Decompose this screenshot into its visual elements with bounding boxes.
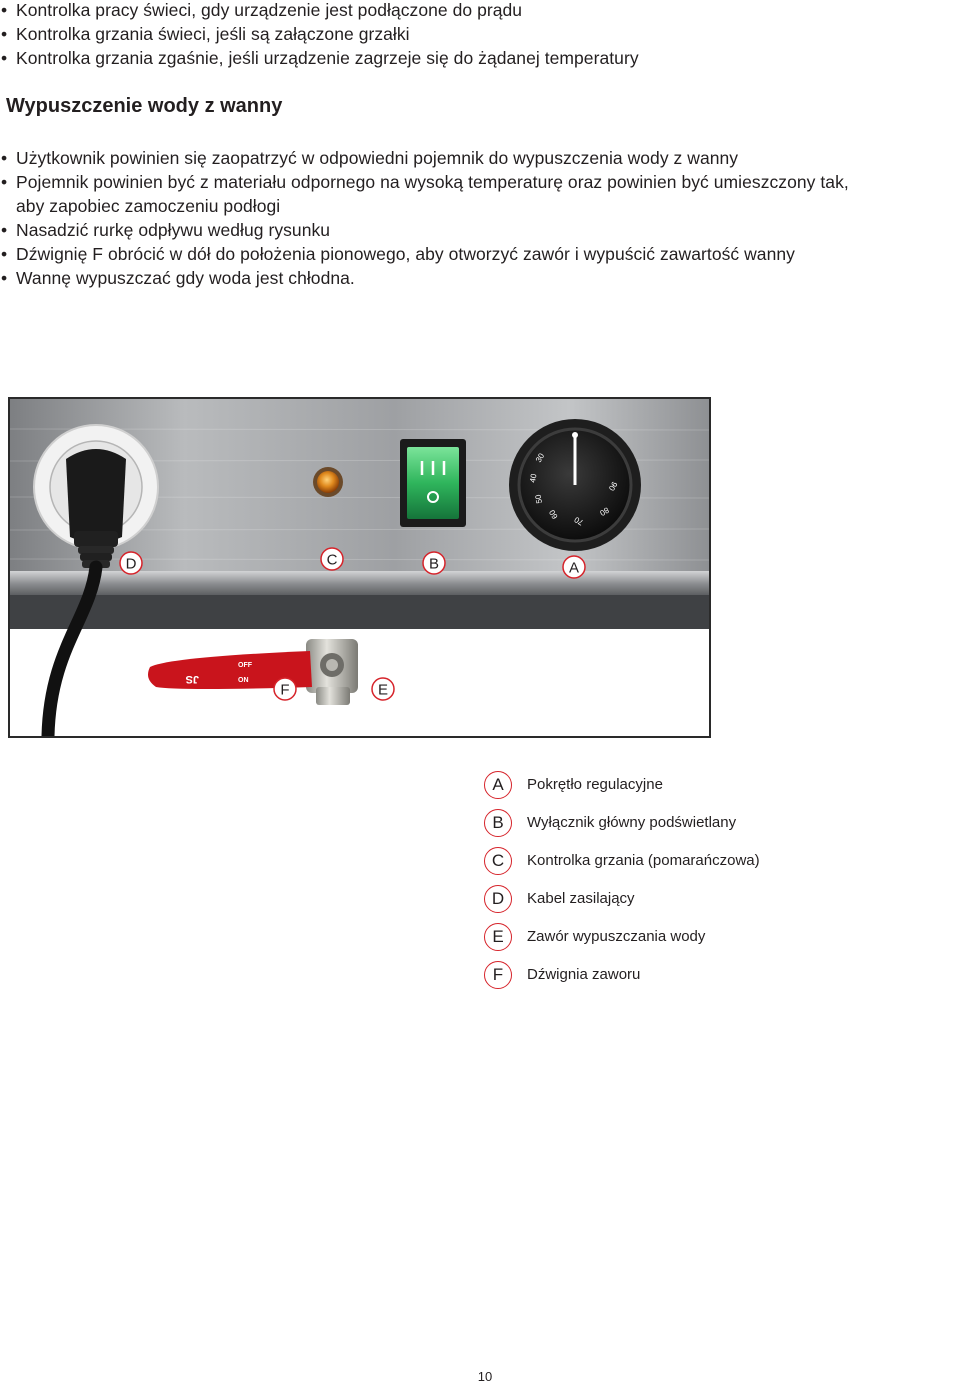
- section-heading: Wypuszczenie wody z wanny: [6, 95, 283, 117]
- callout-a: [563, 556, 585, 578]
- valve-label-on: ON: [238, 677, 249, 684]
- legend-row-d: [484, 885, 804, 915]
- dial-scale-label: 60: [547, 508, 560, 521]
- svg-text:D: D: [125, 555, 137, 573]
- svg-text:B: B: [428, 555, 440, 573]
- dial-scale-label: 50: [533, 493, 544, 505]
- bullet-item: • Kontrolka pracy świeci, gdy urządzenie jest podłączone do prądu: [0, 0, 639, 22]
- callout-f: [274, 678, 296, 700]
- bullet-item-wrapped: [0, 170, 866, 218]
- legend-row-c: [484, 847, 804, 877]
- legend-text: Kontrolka grzania (pomarańczowa): [527, 852, 760, 869]
- control-panel-photo: [8, 397, 711, 738]
- bullet-item: • Dźwignię F obrócić w dół do położenia pionowego, aby otworzyć zawór i wypuścić zawartość wanny: [0, 242, 866, 266]
- legend-letter: C: [484, 847, 512, 875]
- svg-text:A: A: [568, 559, 580, 577]
- bullet-text: Pojemnik powinien być z materiału odpornego na wysoką temperaturę oraz powinien być umieszczony tak, aby zapobiec zamoczeniu podłogi: [16, 172, 849, 216]
- valve-label-off: OFF: [238, 662, 252, 669]
- legend-row-b: [484, 809, 804, 839]
- page-number: 10: [477, 1369, 493, 1384]
- dial-scale-label: 40: [528, 473, 539, 484]
- legend-row-e: [484, 923, 804, 953]
- dial-scale-label: 90: [606, 480, 620, 493]
- legend-text: Wyłącznik główny podświetlany: [527, 814, 737, 831]
- bullet-item: • Nasadzić rurkę odpływu według rysunku: [0, 218, 866, 242]
- bullet-item: • Kontrolka grzania świeci, jeśli są załączone grzałki: [0, 22, 639, 46]
- valve-label-js: JS: [185, 673, 199, 685]
- legend-letter: B: [484, 809, 512, 837]
- callout-b: [423, 552, 445, 574]
- legend-letter: F: [484, 961, 512, 989]
- legend-text: Kabel zasilający: [527, 890, 635, 907]
- instruction-bullet-list: [0, 146, 866, 290]
- legend-letter: E: [484, 923, 512, 951]
- dial-scale-label: 30: [533, 451, 547, 464]
- legend-row-a: [484, 771, 804, 801]
- intro-bullet-list: [0, 0, 639, 70]
- bullet-item: • Użytkownik powinien się zaopatrzyć w odpowiedni pojemnik do wypuszczenia wody z wanny: [0, 146, 866, 170]
- legend-letter: D: [484, 885, 512, 913]
- legend-text: Dźwignia zaworu: [527, 966, 641, 983]
- dial-scale-label: 70: [572, 514, 585, 528]
- svg-text:E: E: [377, 681, 389, 699]
- legend-text: Pokrętło regulacyjne: [527, 776, 663, 793]
- legend-text: Zawór wypuszczania wody: [527, 928, 706, 945]
- heating-lamp: [317, 471, 339, 493]
- bullet-item: • Wannę wypuszczać gdy woda jest chłodna.: [0, 266, 866, 290]
- callout-e: [372, 678, 394, 700]
- legend-letter: A: [484, 771, 512, 799]
- legend-row-f: [484, 961, 804, 991]
- svg-text:F: F: [280, 681, 290, 699]
- control-panel-illustration: [10, 399, 709, 736]
- svg-text:C: C: [326, 551, 338, 569]
- callout-c: [321, 548, 343, 570]
- bullet-item: • Kontrolka grzania zgaśnie, jeśli urządzenie zagrzeje się do żądanej temperatury: [0, 46, 639, 70]
- dial-scale-label: 80: [598, 505, 611, 518]
- callout-d: [120, 552, 142, 574]
